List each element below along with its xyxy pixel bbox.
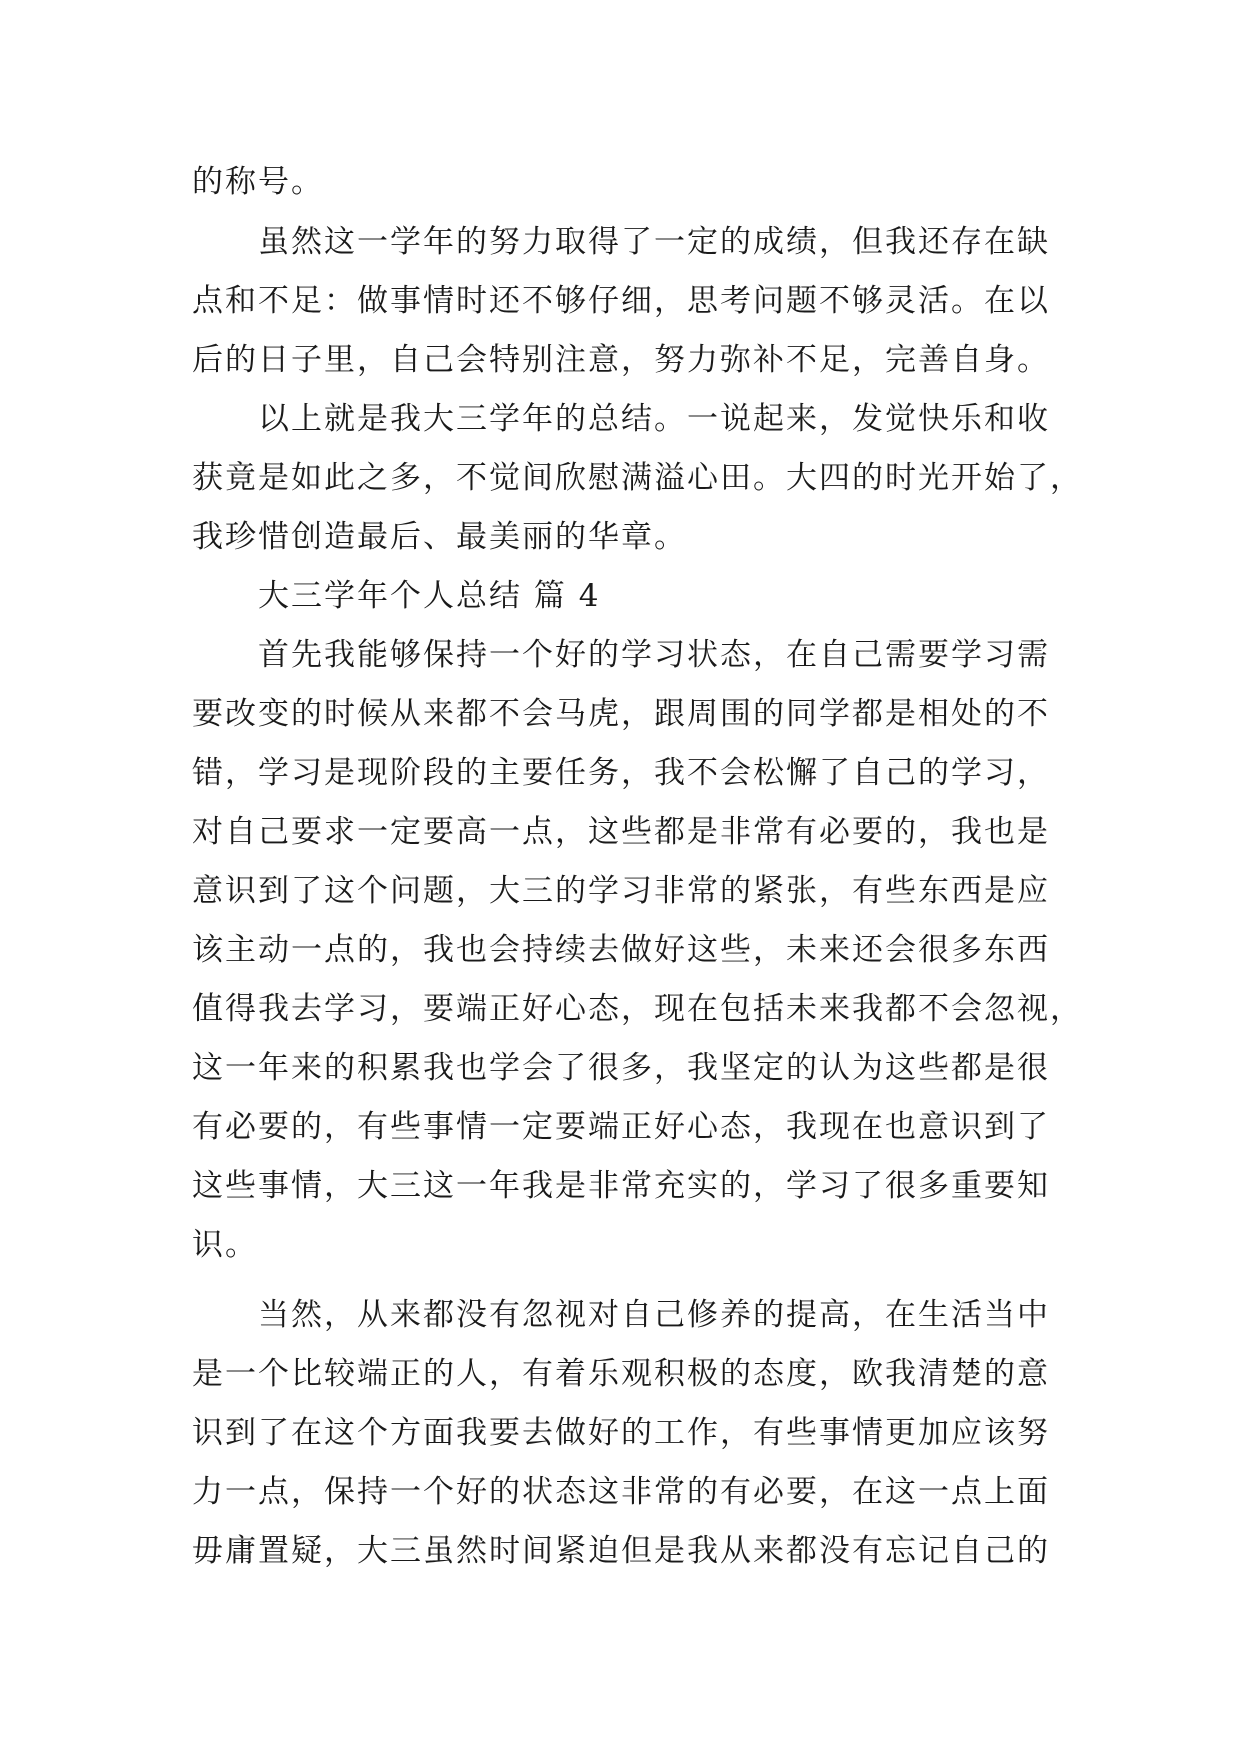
text-line: 后的日子里，自己会特别注意，努力弥补不足，完善自身。 <box>192 342 1050 378</box>
text-line: 这些事情，大三这一年我是非常充实的，学习了很多重要知 <box>192 1168 1050 1204</box>
text-line: 虽然这一学年的努力取得了一定的成绩，但我还存在缺 <box>258 224 1050 260</box>
text-line: 的称号。 <box>192 164 324 200</box>
text-line: 对自己要求一定要高一点，这些都是非常有必要的，我也是 <box>192 814 1050 850</box>
text-line: 首先我能够保持一个好的学习状态，在自己需要学习需 <box>258 637 1050 673</box>
text-line: 以上就是我大三学年的总结。一说起来，发觉快乐和收 <box>258 401 1050 437</box>
text-line: 点和不足：做事情时还不够仔细，思考问题不够灵活。在以 <box>192 283 1050 319</box>
text-line: 识到了在这个方面我要去做好的工作，有些事情更加应该努 <box>192 1415 1050 1451</box>
text-line: 有必要的，有些事情一定要端正好心态，我现在也意识到了 <box>192 1109 1050 1145</box>
text-line: 值得我去学习，要端正好心态，现在包括未来我都不会忽视， <box>192 991 1083 1027</box>
text-line: 要改变的时候从来都不会马虎，跟周围的同学都是相处的不 <box>192 696 1050 732</box>
text-line: 当然，从来都没有忽视对自己修养的提高，在生活当中 <box>258 1297 1050 1333</box>
text-line: 错，学习是现阶段的主要任务，我不会松懈了自己的学习， <box>192 755 1050 791</box>
text-line: 意识到了这个问题，大三的学习非常的紧张，有些东西是应 <box>192 873 1050 909</box>
text-line: 力一点，保持一个好的状态这非常的有必要，在这一点上面 <box>192 1474 1050 1510</box>
text-line: 我珍惜创造最后、最美丽的华章。 <box>192 519 687 555</box>
text-line: 获竟是如此之多，不觉间欣慰满溢心田。大四的时光开始了， <box>192 460 1083 496</box>
text-line: 是一个比较端正的人，有着乐观积极的态度，欧我清楚的意 <box>192 1356 1050 1392</box>
text-line: 该主动一点的，我也会持续去做好这些，未来还会很多东西 <box>192 932 1050 968</box>
text-line: 识。 <box>192 1227 258 1263</box>
section-heading: 大三学年个人总结 篇 4 <box>258 578 601 614</box>
text-line: 毋庸置疑，大三虽然时间紧迫但是我从来都没有忘记自己的 <box>192 1533 1050 1569</box>
text-line: 这一年来的积累我也学会了很多，我坚定的认为这些都是很 <box>192 1050 1050 1086</box>
